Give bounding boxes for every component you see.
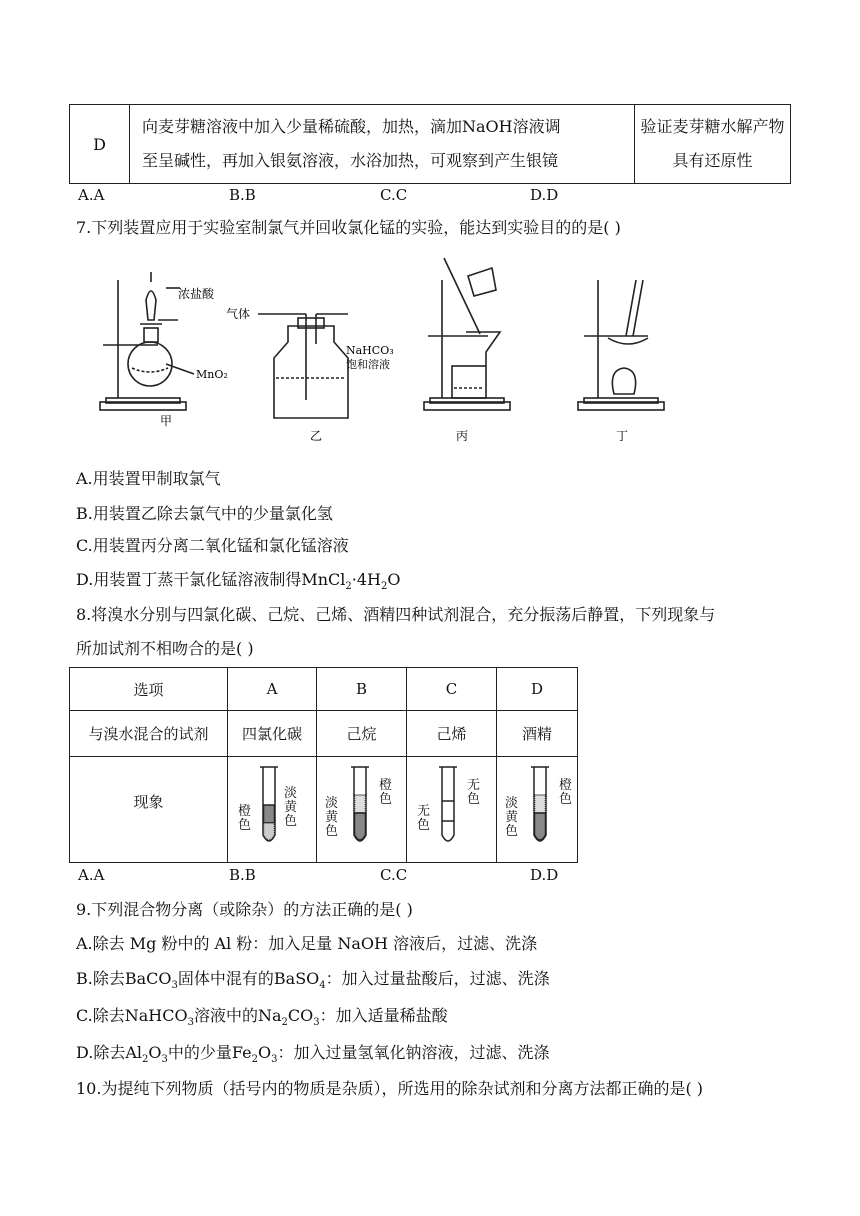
q7-option-d-sub2: 2 [381, 581, 388, 593]
q8-option-c: C.C [380, 866, 408, 884]
tube-b-upper-label: 橙色 [379, 778, 393, 808]
q8-reagent-d: 酒精 [497, 711, 578, 757]
q8-phenomenon-label: 现象 [70, 757, 228, 863]
q9-c-suffix: ：加入适量稀盐酸 [319, 1006, 448, 1025]
q9-b-prefix: B.除去BaCO [76, 969, 172, 988]
q8-header-c: C [407, 668, 497, 711]
q8-header-option: 选项 [70, 668, 228, 711]
q9-option-b [76, 966, 550, 991]
q8-table [69, 667, 578, 863]
test-tube-b [347, 765, 373, 851]
q6-option-d: D.D [530, 186, 559, 204]
q6-row-purpose [635, 105, 791, 184]
q7-option-d-mid: ·4H [351, 570, 381, 589]
q7-apparatus-figure [88, 250, 678, 450]
q9-d-sub4: 3 [271, 1054, 278, 1066]
q9-c-sub3: 3 [313, 1017, 320, 1029]
q6-table [69, 104, 791, 184]
test-tube-c [435, 765, 461, 851]
q7-option-c: C.用装置丙分离二氧化锰和氯化锰溶液 [76, 536, 349, 555]
q7-option-d-sub: 2 [345, 581, 352, 593]
q7-option-d [76, 567, 401, 592]
q6-purpose-line1: 验证麦芽糖水解产物 [640, 117, 785, 136]
tube-a-upper-label: 淡黄色 [284, 786, 298, 830]
q8-stem-line1: 8.将溴水分别与四氯化碳、己烷、己烯、酒精四种试剂混合，充分振荡后静置，下列现象与 [76, 605, 716, 624]
q10-stem: 10.为提纯下列物质（括号内的物质是杂质），所选用的除杂试剂和分离方法都正确的是( ) [76, 1079, 704, 1098]
q9-b-mid: 固体中混有的BaSO [177, 969, 320, 988]
q8-stem-line2: 所加试剂不相吻合的是( ) [76, 639, 254, 658]
q8-reagent-a: 四氯化碳 [228, 711, 317, 757]
tube-a-lower-label: 橙色 [238, 804, 252, 834]
q7-stem: 7.下列装置应用于实验室制氯气并回收氯化锰的实验，能达到实验目的的是( ) [76, 218, 621, 237]
q8-header-a: A [228, 668, 317, 711]
q9-c-sub1: 3 [187, 1017, 194, 1029]
fig-label-yi: 乙 [310, 429, 323, 443]
q9-b-sub1: 3 [171, 980, 178, 992]
q6-purpose-line2: 具有还原性 [672, 151, 753, 170]
q6-option-b: B.B [229, 186, 256, 204]
q8-tube-cell-d [497, 757, 578, 863]
q9-c-prefix: C.除去NaHCO [76, 1006, 188, 1025]
fig-label-bing: 丙 [456, 429, 469, 443]
q8-reagent-label: 与溴水混合的试剂 [70, 711, 228, 757]
q9-d-prefix: D.除去Al [76, 1043, 143, 1062]
q6-option-c: C.C [380, 186, 408, 204]
q6-row-content [130, 105, 635, 184]
q9-option-d [76, 1040, 550, 1065]
tube-c-lower-label: 无色 [417, 804, 431, 834]
q8-option-b: B.B [229, 866, 256, 884]
q9-option-c [76, 1003, 448, 1028]
q6-row-label: D [70, 105, 130, 184]
q9-b-suffix: ：加入过量盐酸后，过滤、洗涤 [325, 969, 550, 988]
fig-label-hcl: 浓盐酸 [178, 287, 215, 301]
q8-header-d: D [497, 668, 578, 711]
fig-label-mno2: MnO₂ [196, 368, 228, 381]
q9-c-mid2: CO [287, 1006, 314, 1025]
q8-reagent-c: 己烯 [407, 711, 497, 757]
tube-d-lower-label: 淡黄色 [505, 796, 519, 840]
q9-d-sub1: 2 [142, 1054, 149, 1066]
q7-option-b: B.用装置乙除去氯气中的少量氯化氢 [76, 504, 333, 523]
q8-tube-cell-c [407, 757, 497, 863]
test-tube-a [256, 765, 282, 851]
q9-c-mid: 溶液中的Na [194, 1006, 282, 1025]
fig-label-gas: 气体 [226, 307, 251, 321]
q8-options [78, 866, 558, 884]
q8-tube-cell-b [317, 757, 407, 863]
q8-option-d: D.D [530, 866, 559, 884]
q9-d-sub3: 2 [251, 1054, 258, 1066]
tube-c-upper-label: 无色 [467, 778, 481, 808]
q6-content-line2: 至呈碱性，再加入银氨溶液，水浴加热，可观察到产生银镜 [142, 151, 559, 170]
fig-label-nahco3-2: 饱和溶液 [346, 358, 390, 371]
q9-stem: 9.下列混合物分离（或除杂）的方法正确的是( ) [76, 900, 413, 919]
tube-b-lower-label: 淡黄色 [325, 796, 339, 840]
q9-d-sub2: 3 [161, 1054, 168, 1066]
fig-label-ding: 丁 [616, 429, 629, 443]
q7-option-d-suffix: O [387, 570, 401, 589]
q7-option-a: A.用装置甲制取氯气 [76, 469, 221, 488]
q6-options [78, 186, 558, 204]
q9-d-mid2: 中的少量Fe [167, 1043, 252, 1062]
q9-d-mid3: O [257, 1043, 272, 1062]
q9-c-sub2: 2 [281, 1017, 288, 1029]
q7-option-d-text: D.用装置丁蒸干氯化锰溶液制得MnCl [76, 570, 346, 589]
tube-d-upper-label: 橙色 [559, 778, 573, 808]
q8-tube-cell-a [228, 757, 317, 863]
q9-d-mid: O [148, 1043, 162, 1062]
q9-d-suffix: ：加入过量氢氧化钠溶液，过滤、洗涤 [277, 1043, 550, 1062]
q8-header-b: B [317, 668, 407, 711]
q8-reagent-b: 己烷 [317, 711, 407, 757]
q9-b-sub2: 4 [319, 980, 326, 992]
test-tube-d [527, 765, 553, 851]
fig-label-jia: 甲 [160, 414, 173, 428]
apparatus-illustration [88, 250, 678, 450]
q6-option-a: A.A [78, 186, 105, 204]
fig-label-nahco3-1: NaHCO₃ [346, 344, 394, 357]
q6-content-line1: 向麦芽糖溶液中加入少量稀硫酸，加热，滴加NaOH溶液调 [142, 117, 561, 136]
q9-option-a: A.除去 Mg 粉中的 Al 粉：加入足量 NaOH 溶液后，过滤、洗涤 [76, 934, 538, 953]
q8-option-a: A.A [78, 866, 105, 884]
